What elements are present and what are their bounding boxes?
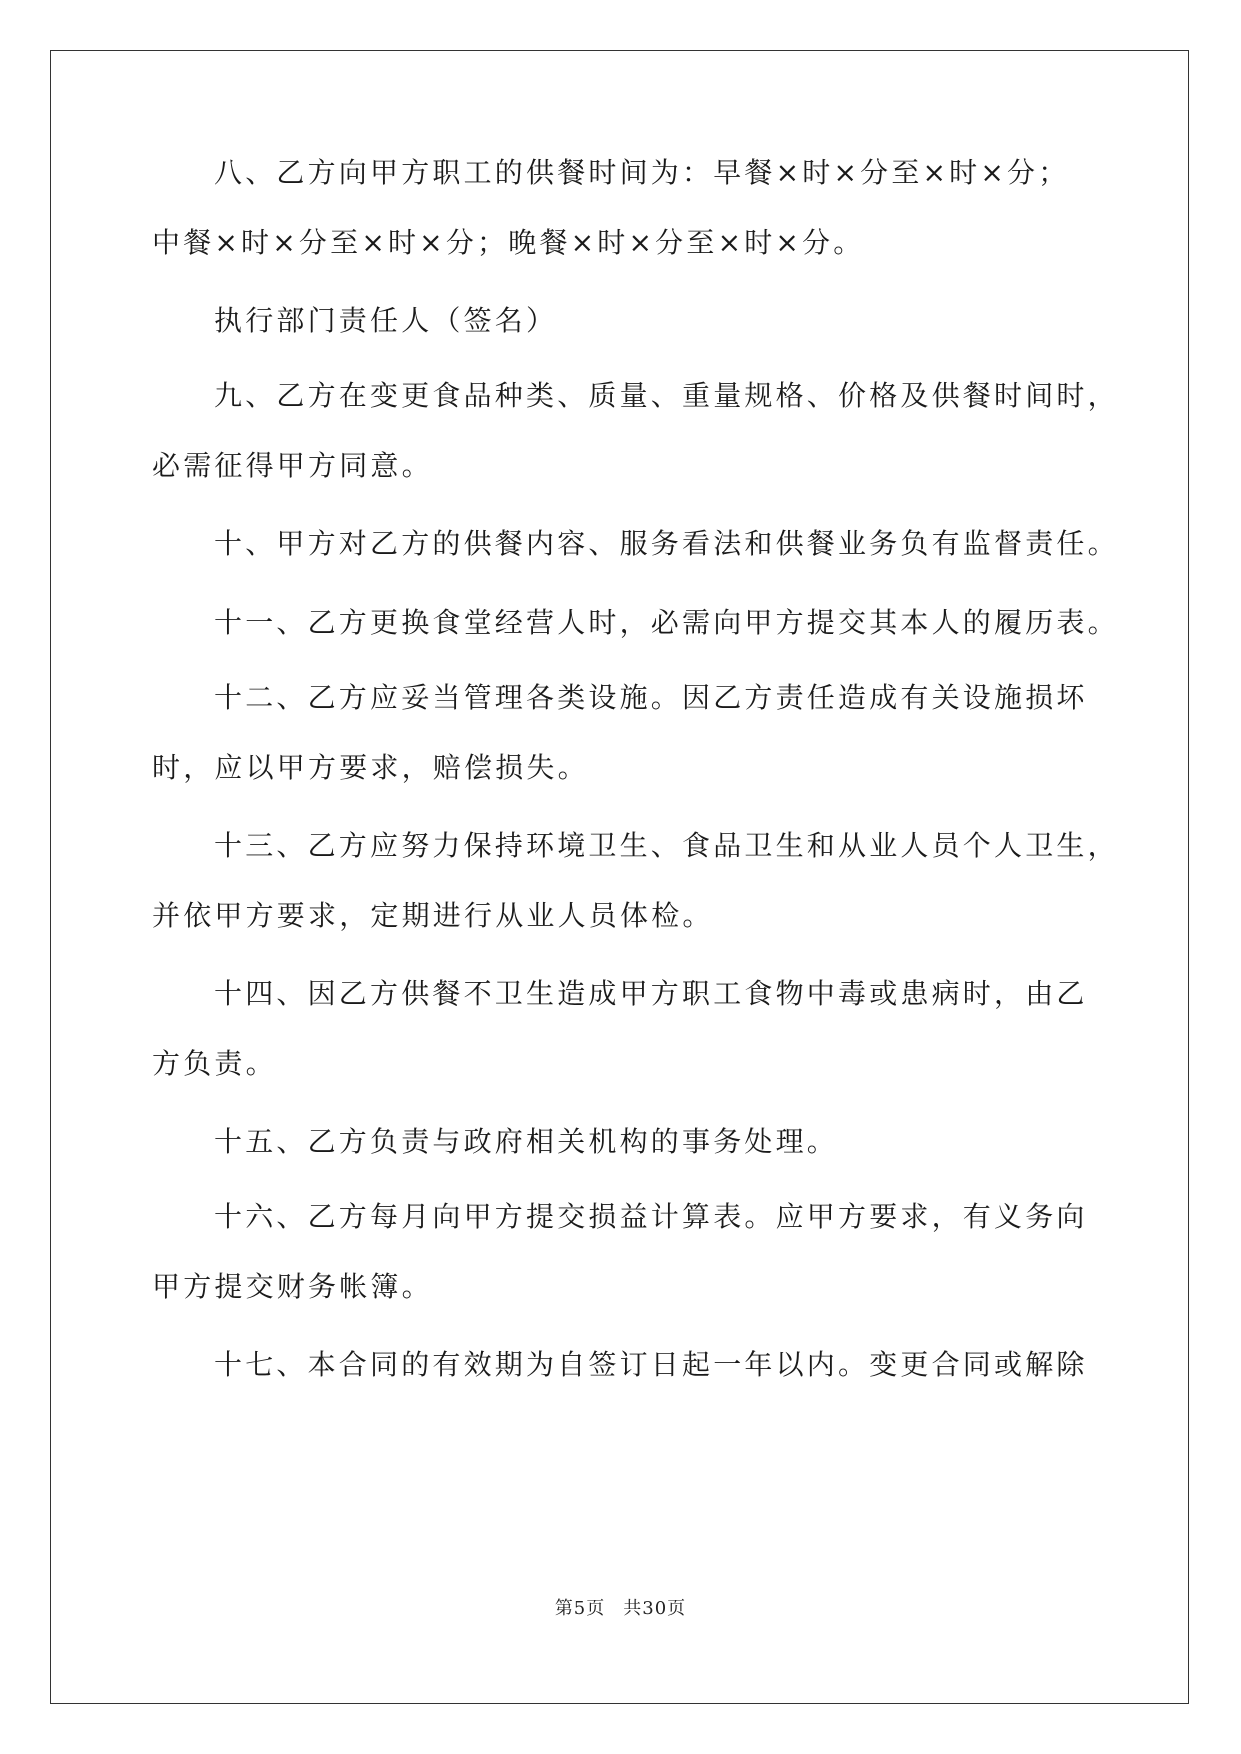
page-border	[50, 50, 1189, 1704]
paragraph-line: 十一、乙方更换食堂经营人时，必需向甲方提交其本人的履历表。	[214, 606, 1119, 639]
page-total: 共30页	[623, 1598, 687, 1619]
paragraph-line: 九、乙方在变更食品种类、质量、重量规格、价格及供餐时间时，	[214, 379, 1119, 412]
paragraph-line: 执行部门责任人（签名）	[214, 304, 558, 337]
paragraph-line: 中餐×时×分至×时×分；晚餐×时×分至×时×分。	[152, 226, 865, 259]
paragraph-line: 十二、乙方应妥当管理各类设施。因乙方责任造成有关设施损坏	[214, 681, 1088, 714]
paragraph-line: 十六、乙方每月向甲方提交损益计算表。应甲方要求，有义务向	[214, 1200, 1088, 1233]
paragraph-line: 方负责。	[152, 1047, 277, 1080]
page-footer	[0, 1597, 1241, 1621]
paragraph-line: 八、乙方向甲方职工的供餐时间为：早餐×时×分至×时×分；	[214, 156, 1070, 189]
page-number: 第5页	[554, 1598, 606, 1619]
paragraph-line: 十、甲方对乙方的供餐内容、服务看法和供餐业务负有监督责任。	[214, 527, 1119, 560]
paragraph-line: 时，应以甲方要求，赔偿损失。	[152, 751, 589, 784]
paragraph-line: 并依甲方要求，定期进行从业人员体检。	[152, 899, 714, 932]
paragraph-line: 十七、本合同的有效期为自签订日起一年以内。变更合同或解除	[214, 1348, 1088, 1381]
paragraph-line: 必需征得甲方同意。	[152, 449, 433, 482]
paragraph-line: 甲方提交财务帐簿。	[152, 1270, 433, 1303]
paragraph-line: 十五、乙方负责与政府相关机构的事务处理。	[214, 1125, 839, 1158]
paragraph-line: 十三、乙方应努力保持环境卫生、食品卫生和从业人员个人卫生，	[214, 829, 1119, 862]
paragraph-line: 十四、因乙方供餐不卫生造成甲方职工食物中毒或患病时，由乙	[214, 977, 1088, 1010]
